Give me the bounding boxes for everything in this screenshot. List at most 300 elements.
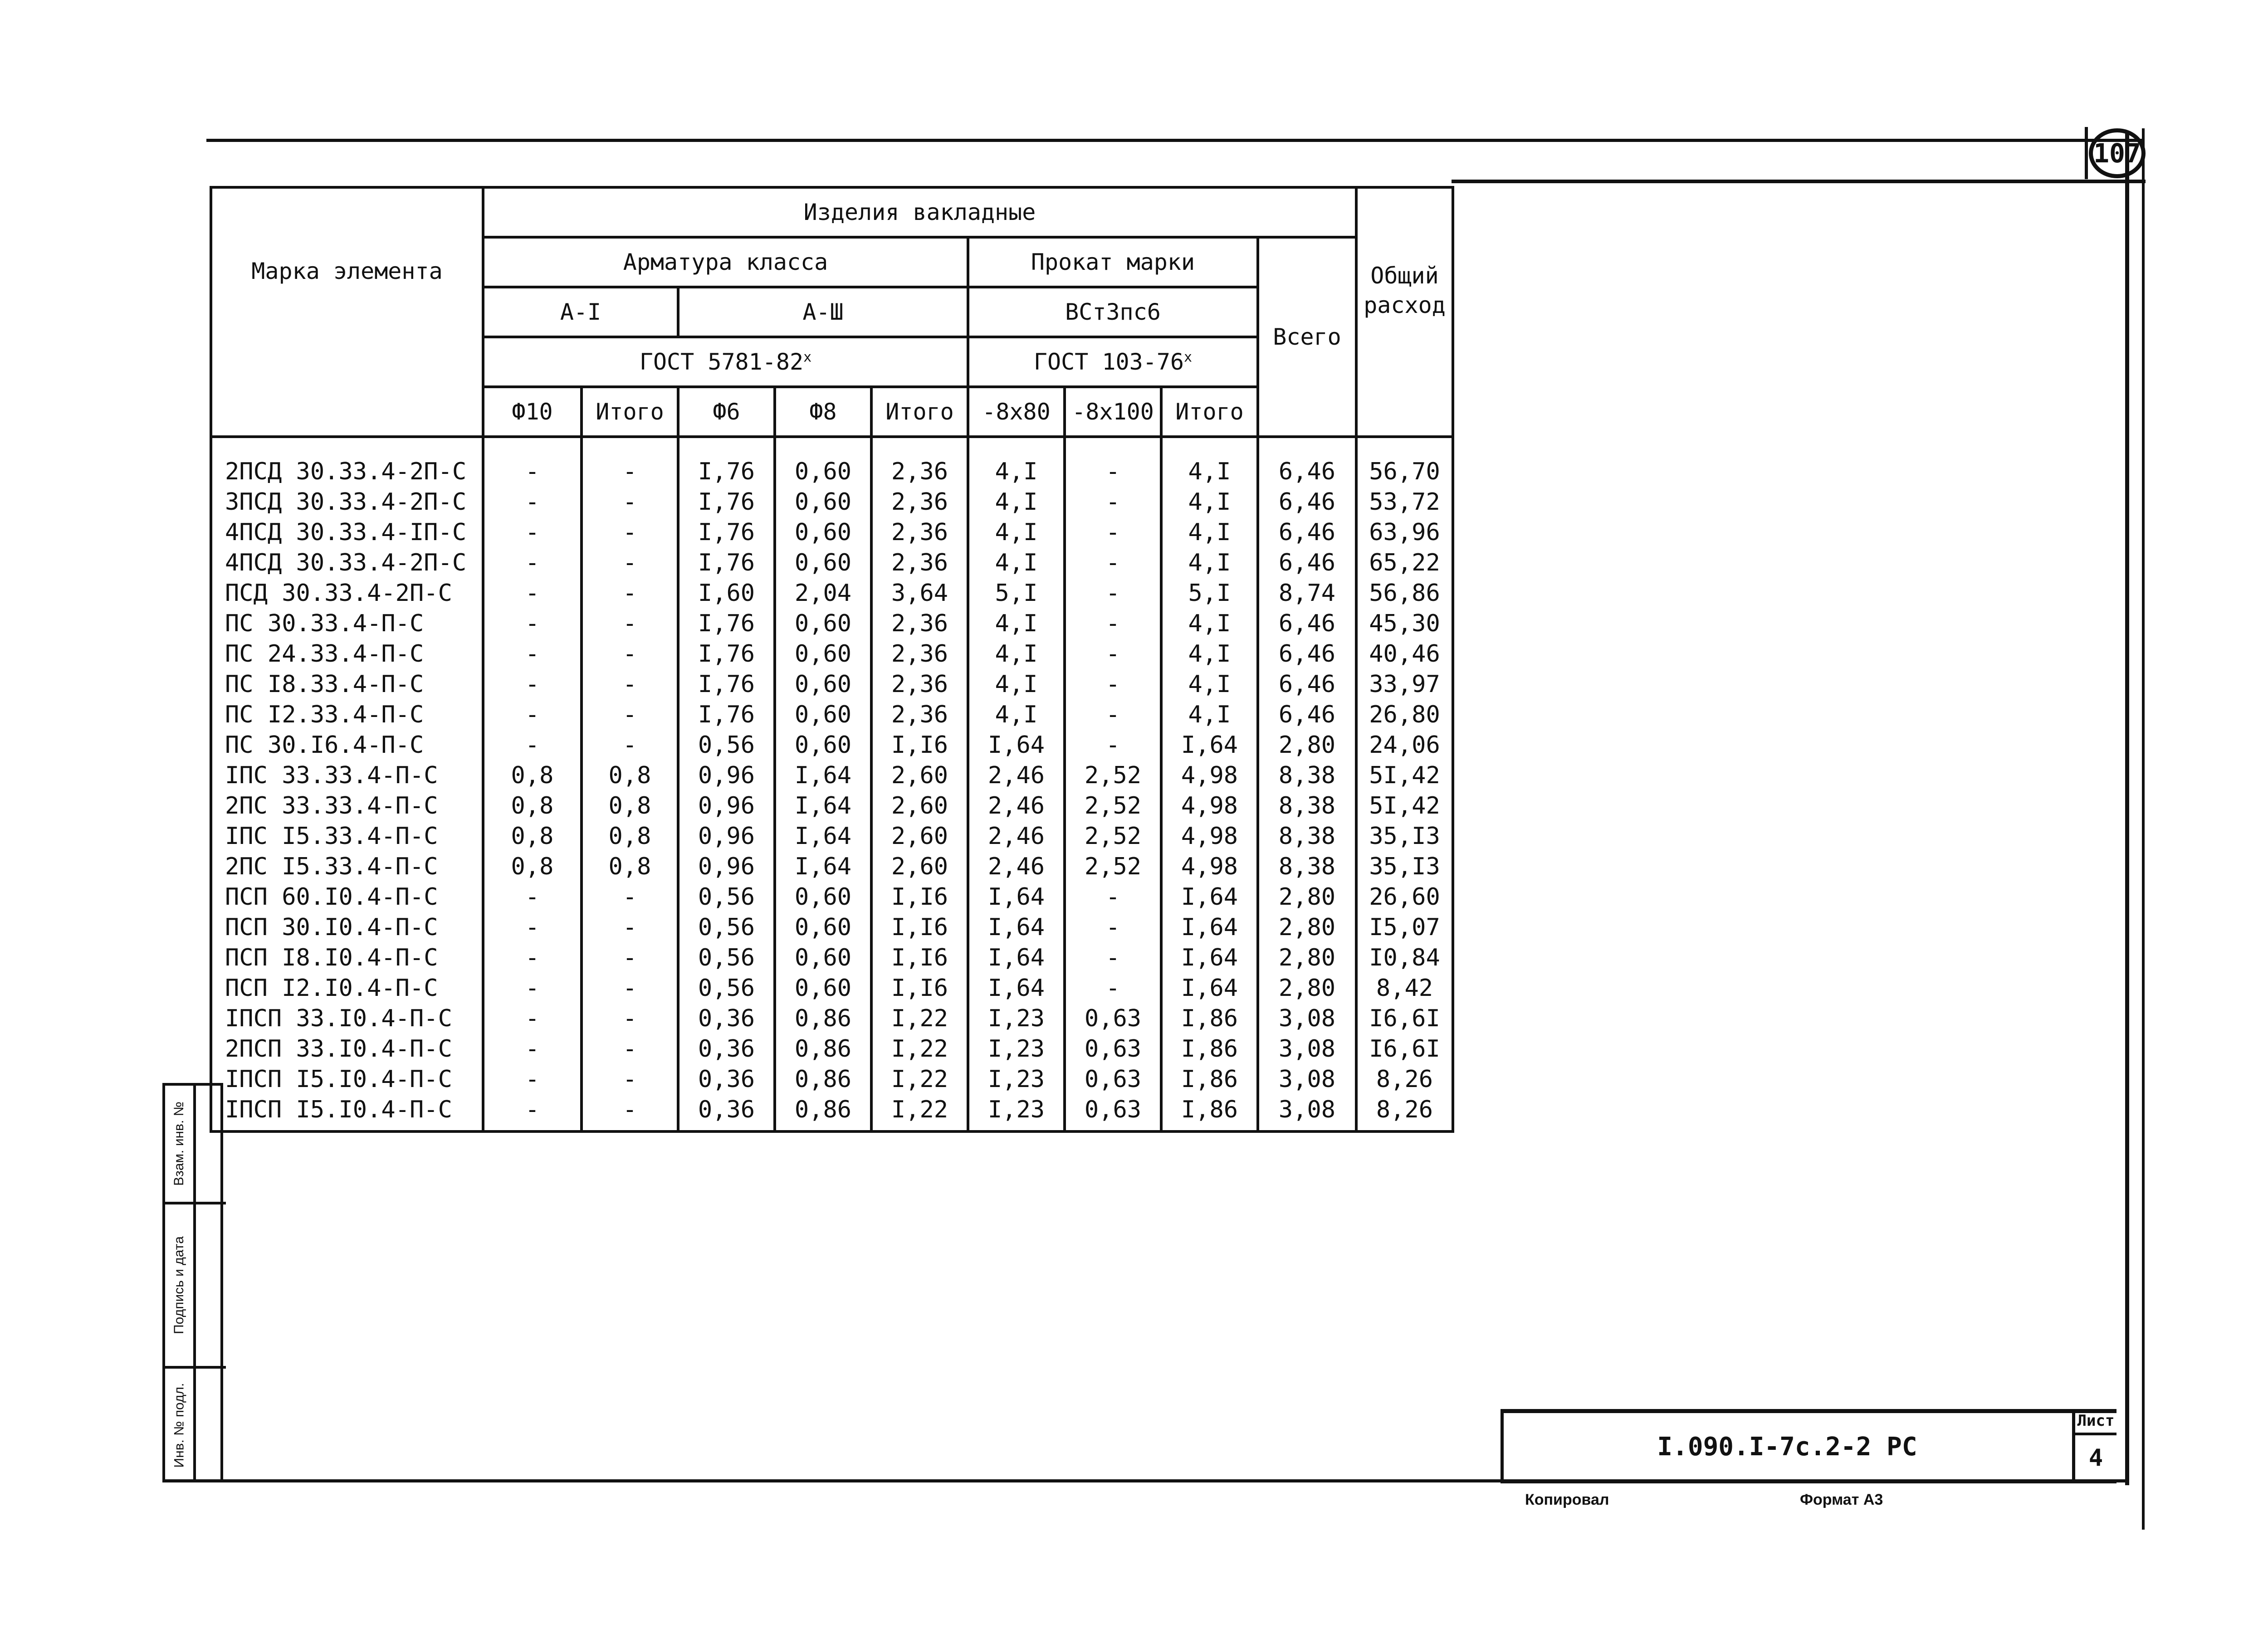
table-row — [211, 487, 1453, 517]
header-sub-8x80: -8х80 — [968, 387, 1065, 437]
table-row — [211, 882, 1453, 912]
header-total: Всего — [1258, 237, 1356, 437]
cell-value: 0,8 — [582, 851, 678, 882]
cell-value: I,64 — [775, 790, 871, 821]
cell-value: I,76 — [678, 699, 775, 730]
table-row — [211, 608, 1453, 639]
cell-value: 2,80 — [1258, 942, 1356, 973]
header-rebar-class: Арматура класса — [483, 237, 968, 287]
cell-value: 45,30 — [1356, 608, 1453, 639]
cell-mark: ПС I8.33.4-П-С — [211, 669, 483, 699]
cell-value: 0,86 — [775, 1064, 871, 1094]
cell-value: 0,8 — [582, 821, 678, 851]
table-body — [211, 437, 1453, 1131]
cell-value: 6,46 — [1258, 437, 1356, 487]
cell-value: I6,6I — [1356, 1034, 1453, 1064]
header-embedded-items: Изделия вакладные — [483, 187, 1356, 237]
cell-value: 0,60 — [775, 882, 871, 912]
cell-value: 4,I — [1161, 608, 1258, 639]
cell-value: I,64 — [775, 851, 871, 882]
stamp-replace-inv-label: Взам. инв. № — [171, 1102, 187, 1186]
table-row — [211, 639, 1453, 669]
cell-value: 0,60 — [775, 669, 871, 699]
cell-value: 0,8 — [582, 790, 678, 821]
cell-value: 0,56 — [678, 942, 775, 973]
cell-mark: ПС 30.I6.4-П-С — [211, 730, 483, 760]
header-sub-f8: Ф8 — [775, 387, 871, 437]
sheet-label: Лист — [2075, 1409, 2116, 1435]
cell-value: 4,98 — [1161, 821, 1258, 851]
table-row — [211, 942, 1453, 973]
frame-top-line — [1452, 180, 2146, 183]
cell-value: - — [483, 578, 582, 608]
cell-value: 6,46 — [1258, 639, 1356, 669]
cell-value: - — [483, 1003, 582, 1034]
cell-value: 2,36 — [871, 547, 968, 578]
table-row — [211, 437, 1453, 487]
cell-value: 4,I — [968, 547, 1065, 578]
cell-value: - — [1065, 639, 1161, 669]
cell-mark: 2ПС I5.33.4-П-С — [211, 851, 483, 882]
table-row — [211, 578, 1453, 608]
cell-value: I,23 — [968, 1094, 1065, 1131]
cell-value: 0,63 — [1065, 1094, 1161, 1131]
cell-value: 2,52 — [1065, 821, 1161, 851]
cell-value: 56,70 — [1356, 437, 1453, 487]
cell-value: 4,I — [1161, 547, 1258, 578]
cell-value: I,22 — [871, 1003, 968, 1034]
format-label: Формат А3 — [1800, 1491, 1883, 1508]
cell-value: 2,80 — [1258, 973, 1356, 1003]
cell-value: - — [483, 547, 582, 578]
header-sub-total-rolled: Итого — [1161, 387, 1258, 437]
table-row — [211, 790, 1453, 821]
copied-label: Копировал — [1525, 1491, 1609, 1508]
cell-value: 4,I — [1161, 639, 1258, 669]
cell-value: 4,I — [1161, 669, 1258, 699]
cell-value: - — [582, 547, 678, 578]
cell-value: 0,96 — [678, 821, 775, 851]
cell-value: 3,64 — [871, 578, 968, 608]
cell-value: - — [483, 882, 582, 912]
header-sub-f10: Ф10 — [483, 387, 582, 437]
cell-mark: 3ПСД 30.33.4-2П-С — [211, 487, 483, 517]
cell-value: 0,56 — [678, 730, 775, 760]
cell-value: - — [582, 487, 678, 517]
cell-value: I,76 — [678, 608, 775, 639]
cell-value: - — [483, 608, 582, 639]
cell-value: - — [1065, 699, 1161, 730]
cell-value: 4,I — [968, 487, 1065, 517]
cell-value: 63,96 — [1356, 517, 1453, 547]
cell-value: - — [582, 973, 678, 1003]
cell-value: 0,56 — [678, 882, 775, 912]
cell-value: 65,22 — [1356, 547, 1453, 578]
cell-value: 0,96 — [678, 790, 775, 821]
cell-value: 4,I — [1161, 517, 1258, 547]
cell-value: 2,80 — [1258, 912, 1356, 942]
cell-value: 6,46 — [1258, 517, 1356, 547]
side-stamp — [162, 1083, 223, 1482]
header-sub-8x100: -8х100 — [1065, 387, 1161, 437]
stamp-inv-orig-label: Инв. № подл. — [171, 1383, 186, 1468]
cell-value: I,86 — [1161, 1094, 1258, 1131]
cell-value: - — [1065, 912, 1161, 942]
cell-value: I,64 — [1161, 912, 1258, 942]
cell-value: - — [483, 1034, 582, 1064]
cell-value: I,64 — [968, 912, 1065, 942]
cell-mark: IПСП I5.I0.4-П-С — [211, 1094, 483, 1131]
cell-value: 0,86 — [775, 1003, 871, 1034]
cell-value: I,I6 — [871, 912, 968, 942]
cell-value: 6,46 — [1258, 669, 1356, 699]
cell-value: 56,86 — [1356, 578, 1453, 608]
header-overall: Общий расход — [1356, 187, 1453, 437]
cell-value: 5I,42 — [1356, 790, 1453, 821]
cell-value: - — [1065, 608, 1161, 639]
cell-mark: ПС 30.33.4-П-С — [211, 608, 483, 639]
cell-value: 2,46 — [968, 790, 1065, 821]
cell-value: I,22 — [871, 1034, 968, 1064]
table-row — [211, 730, 1453, 760]
cell-value: - — [1065, 973, 1161, 1003]
cell-value: I,64 — [775, 760, 871, 790]
cell-value: 5,I — [968, 578, 1065, 608]
cell-value: 3,08 — [1258, 1064, 1356, 1094]
frame-right-outer-line — [2142, 128, 2145, 1530]
cell-value: - — [582, 699, 678, 730]
header-a1: А-I — [483, 287, 678, 337]
cell-value: 33,97 — [1356, 669, 1453, 699]
cell-value: - — [582, 1003, 678, 1034]
cell-value: 35,I3 — [1356, 851, 1453, 882]
cell-value: 4,I — [968, 437, 1065, 487]
cell-value: 35,I3 — [1356, 821, 1453, 851]
cell-value: 0,60 — [775, 487, 871, 517]
table-row — [211, 669, 1453, 699]
cell-value: 0,60 — [775, 437, 871, 487]
cell-value: 0,8 — [483, 790, 582, 821]
cell-value: I,86 — [1161, 1003, 1258, 1034]
cell-value: I,I6 — [871, 973, 968, 1003]
cell-value: 4,I — [968, 517, 1065, 547]
cell-value: I,64 — [1161, 942, 1258, 973]
cell-value: 0,60 — [775, 517, 871, 547]
table-row — [211, 517, 1453, 547]
cell-value: 5I,42 — [1356, 760, 1453, 790]
cell-value: 4,98 — [1161, 760, 1258, 790]
cell-mark: IПСП 33.I0.4-П-С — [211, 1003, 483, 1034]
cell-value: I,64 — [968, 942, 1065, 973]
cell-value: - — [483, 517, 582, 547]
header-gost-rebar: ГОСТ $5781-82^х$ — [483, 337, 968, 387]
cell-mark: IПС 33.33.4-П-С — [211, 760, 483, 790]
cell-value: - — [1065, 578, 1161, 608]
cell-value: - — [1065, 882, 1161, 912]
cell-value: - — [483, 487, 582, 517]
cell-value: I,23 — [968, 1064, 1065, 1094]
cell-value: I,86 — [1161, 1064, 1258, 1094]
cell-value: 0,36 — [678, 1003, 775, 1034]
cell-value: 2,60 — [871, 760, 968, 790]
cell-value: - — [483, 942, 582, 973]
cell-value: I,22 — [871, 1094, 968, 1131]
cell-value: I,76 — [678, 639, 775, 669]
cell-value: - — [483, 1094, 582, 1131]
stamp-replace-inv — [165, 1086, 226, 1204]
cell-value: I,76 — [678, 547, 775, 578]
cell-value: - — [483, 437, 582, 487]
cell-value: I,64 — [968, 730, 1065, 760]
cell-value: 2,80 — [1258, 730, 1356, 760]
cell-value: 24,06 — [1356, 730, 1453, 760]
cell-value: - — [582, 730, 678, 760]
cell-value: 0,8 — [483, 760, 582, 790]
cell-value: I,64 — [1161, 973, 1258, 1003]
cell-value: 2,46 — [968, 821, 1065, 851]
cell-value: 3,08 — [1258, 1003, 1356, 1034]
cell-value: - — [1065, 517, 1161, 547]
header-a3: А-Ш — [678, 287, 968, 337]
cell-value: 2,46 — [968, 851, 1065, 882]
cell-value: 0,63 — [1065, 1034, 1161, 1064]
cell-value: - — [1065, 437, 1161, 487]
table-row — [211, 1064, 1453, 1094]
cell-value: 2,36 — [871, 487, 968, 517]
cell-value: 0,60 — [775, 730, 871, 760]
cell-value: 0,86 — [775, 1034, 871, 1064]
header-gost-rolled: ГОСТ $103-76^х$ — [968, 337, 1258, 387]
cell-value: 8,38 — [1258, 821, 1356, 851]
cell-value: 0,96 — [678, 851, 775, 882]
cell-value: 8,38 — [1258, 851, 1356, 882]
cell-value: 0,60 — [775, 912, 871, 942]
header-sub-total-a1: Итого — [582, 387, 678, 437]
frame-right-line — [2125, 132, 2129, 1485]
cell-value: - — [1065, 669, 1161, 699]
cell-value: 8,74 — [1258, 578, 1356, 608]
cell-value: 0,60 — [775, 608, 871, 639]
cell-value: 6,46 — [1258, 608, 1356, 639]
cell-value: - — [483, 699, 582, 730]
cell-value: 4,98 — [1161, 790, 1258, 821]
cell-value: 0,8 — [582, 760, 678, 790]
cell-value: - — [582, 1064, 678, 1094]
cell-mark: ПС 24.33.4-П-С — [211, 639, 483, 669]
cell-value: 2,36 — [871, 517, 968, 547]
cell-value: - — [582, 669, 678, 699]
cell-mark: ПС I2.33.4-П-С — [211, 699, 483, 730]
cell-value: 4,98 — [1161, 851, 1258, 882]
table-row — [211, 1034, 1453, 1064]
cell-value: - — [1065, 730, 1161, 760]
cell-value: 0,56 — [678, 973, 775, 1003]
header-sub-f6: Ф6 — [678, 387, 775, 437]
cell-value: 0,56 — [678, 912, 775, 942]
cell-value: 8,42 — [1356, 973, 1453, 1003]
table-row — [211, 699, 1453, 730]
stamp-inv-orig — [165, 1369, 226, 1482]
cell-value: 6,46 — [1258, 547, 1356, 578]
cell-value: I,I6 — [871, 882, 968, 912]
sheet-number: 4 — [2088, 1444, 2103, 1472]
cell-value: 2,60 — [871, 790, 968, 821]
frame-right-corner-mark — [2085, 127, 2088, 179]
cell-value: - — [582, 578, 678, 608]
cell-value: - — [1065, 547, 1161, 578]
cell-value: - — [582, 912, 678, 942]
cell-value: 0,36 — [678, 1094, 775, 1131]
header-steel: ВСтЗпс6 — [968, 287, 1258, 337]
cell-value: 2,36 — [871, 437, 968, 487]
cell-value: 0,36 — [678, 1034, 775, 1064]
header-sub-total-a3: Итого — [871, 387, 968, 437]
cell-value: 4,I — [968, 669, 1065, 699]
cell-value: I6,6I — [1356, 1003, 1453, 1034]
cell-mark: 2ПСД 30.33.4-2П-С — [211, 437, 483, 487]
cell-value: - — [483, 973, 582, 1003]
cell-value: - — [483, 912, 582, 942]
cell-mark: ПСД 30.33.4-2П-С — [211, 578, 483, 608]
cell-value: I,76 — [678, 437, 775, 487]
cell-value: 6,46 — [1258, 699, 1356, 730]
cell-value: I,I6 — [871, 942, 968, 973]
cell-value: 4,I — [1161, 699, 1258, 730]
cell-value: I,I6 — [871, 730, 968, 760]
cell-value: I,64 — [775, 821, 871, 851]
cell-value: 0,60 — [775, 942, 871, 973]
cell-value: 2,52 — [1065, 760, 1161, 790]
cell-value: 0,96 — [678, 760, 775, 790]
cell-value: 0,60 — [775, 639, 871, 669]
cell-value: - — [582, 608, 678, 639]
cell-mark: 2ПС 33.33.4-П-С — [211, 790, 483, 821]
cell-value: I,64 — [968, 973, 1065, 1003]
sheet-page-number: 107 — [2089, 128, 2146, 178]
table-row — [211, 547, 1453, 578]
cell-value: 0,86 — [775, 1094, 871, 1131]
cell-value: 8,38 — [1258, 790, 1356, 821]
cell-value: I,64 — [1161, 882, 1258, 912]
cell-value: 4,I — [968, 699, 1065, 730]
table-row — [211, 973, 1453, 1003]
cell-value: 26,60 — [1356, 882, 1453, 912]
cell-value: I,64 — [1161, 730, 1258, 760]
cell-value: 3,08 — [1258, 1034, 1356, 1064]
cell-value: I,60 — [678, 578, 775, 608]
cell-mark: IПСП I5.I0.4-П-С — [211, 1064, 483, 1094]
cell-value: - — [483, 639, 582, 669]
cell-value: - — [582, 882, 678, 912]
cell-value: I,76 — [678, 517, 775, 547]
cell-value: 2,46 — [968, 760, 1065, 790]
cell-value: - — [483, 669, 582, 699]
cell-value: I,86 — [1161, 1034, 1258, 1064]
title-block — [1501, 1409, 2116, 1483]
cell-value: 5,I — [1161, 578, 1258, 608]
cell-mark: ПСП I2.I0.4-П-С — [211, 973, 483, 1003]
cell-value: I5,07 — [1356, 912, 1453, 942]
header-rolled-grade: Прокат марки — [968, 237, 1258, 287]
cell-value: 26,80 — [1356, 699, 1453, 730]
cell-value: 8,38 — [1258, 760, 1356, 790]
cell-value: I,23 — [968, 1003, 1065, 1034]
cell-value: - — [582, 517, 678, 547]
table-row — [211, 851, 1453, 882]
cell-value: I0,84 — [1356, 942, 1453, 973]
cell-mark: ПСП 60.I0.4-П-С — [211, 882, 483, 912]
cell-value: 0,36 — [678, 1064, 775, 1094]
cell-value: I,64 — [968, 882, 1065, 912]
cell-value: 0,60 — [775, 973, 871, 1003]
document-code: I.090.I-7с.2-2 РС — [1657, 1432, 1917, 1462]
stamp-sign-date-label: Подпись и дата — [171, 1236, 186, 1334]
table-row — [211, 1094, 1453, 1131]
cell-value: 2,60 — [871, 851, 968, 882]
cell-value: 2,04 — [775, 578, 871, 608]
cell-value: 8,26 — [1356, 1064, 1453, 1094]
cell-value: - — [483, 1064, 582, 1094]
cell-mark: ПСП 30.I0.4-П-С — [211, 912, 483, 942]
cell-value: 2,52 — [1065, 790, 1161, 821]
cell-mark: IПС I5.33.4-П-С — [211, 821, 483, 851]
table-row — [211, 1003, 1453, 1034]
cell-value: 4,I — [968, 639, 1065, 669]
cell-value: 2,36 — [871, 669, 968, 699]
top-rule-line — [206, 139, 2143, 142]
cell-value: - — [582, 437, 678, 487]
cell-value: 2,80 — [1258, 882, 1356, 912]
cell-value: - — [1065, 942, 1161, 973]
cell-value: 2,60 — [871, 821, 968, 851]
cell-value: - — [582, 639, 678, 669]
cell-value: 2,52 — [1065, 851, 1161, 882]
cell-value: 0,63 — [1065, 1064, 1161, 1094]
spec-table — [210, 186, 1454, 1133]
cell-value: I,23 — [968, 1034, 1065, 1064]
sheet-box — [2072, 1409, 2116, 1483]
cell-value: 53,72 — [1356, 487, 1453, 517]
cell-value: 2,36 — [871, 608, 968, 639]
cell-mark: 4ПСД 30.33.4-IП-С — [211, 517, 483, 547]
stamp-sign-date — [165, 1204, 226, 1369]
cell-value: I,22 — [871, 1064, 968, 1094]
cell-value: - — [582, 1094, 678, 1131]
cell-value: - — [582, 1034, 678, 1064]
cell-mark: ПСП I8.I0.4-П-С — [211, 942, 483, 973]
cell-value: 0,8 — [483, 821, 582, 851]
cell-value: 8,26 — [1356, 1094, 1453, 1131]
cell-value: 0,8 — [483, 851, 582, 882]
cell-mark: 2ПСП 33.I0.4-П-С — [211, 1034, 483, 1064]
header-mark: Марка элемента — [211, 187, 483, 437]
cell-value: 2,36 — [871, 639, 968, 669]
cell-value: I,76 — [678, 487, 775, 517]
table-row — [211, 760, 1453, 790]
cell-value: 3,08 — [1258, 1094, 1356, 1131]
cell-value: - — [483, 730, 582, 760]
cell-value: 0,63 — [1065, 1003, 1161, 1034]
cell-value: 4,I — [968, 608, 1065, 639]
cell-value: 4,I — [1161, 487, 1258, 517]
cell-mark: 4ПСД 30.33.4-2П-С — [211, 547, 483, 578]
table-row — [211, 821, 1453, 851]
cell-value: - — [582, 942, 678, 973]
cell-value: 0,60 — [775, 547, 871, 578]
cell-value: 4,I — [1161, 437, 1258, 487]
cell-value: I,76 — [678, 669, 775, 699]
cell-value: 2,36 — [871, 699, 968, 730]
